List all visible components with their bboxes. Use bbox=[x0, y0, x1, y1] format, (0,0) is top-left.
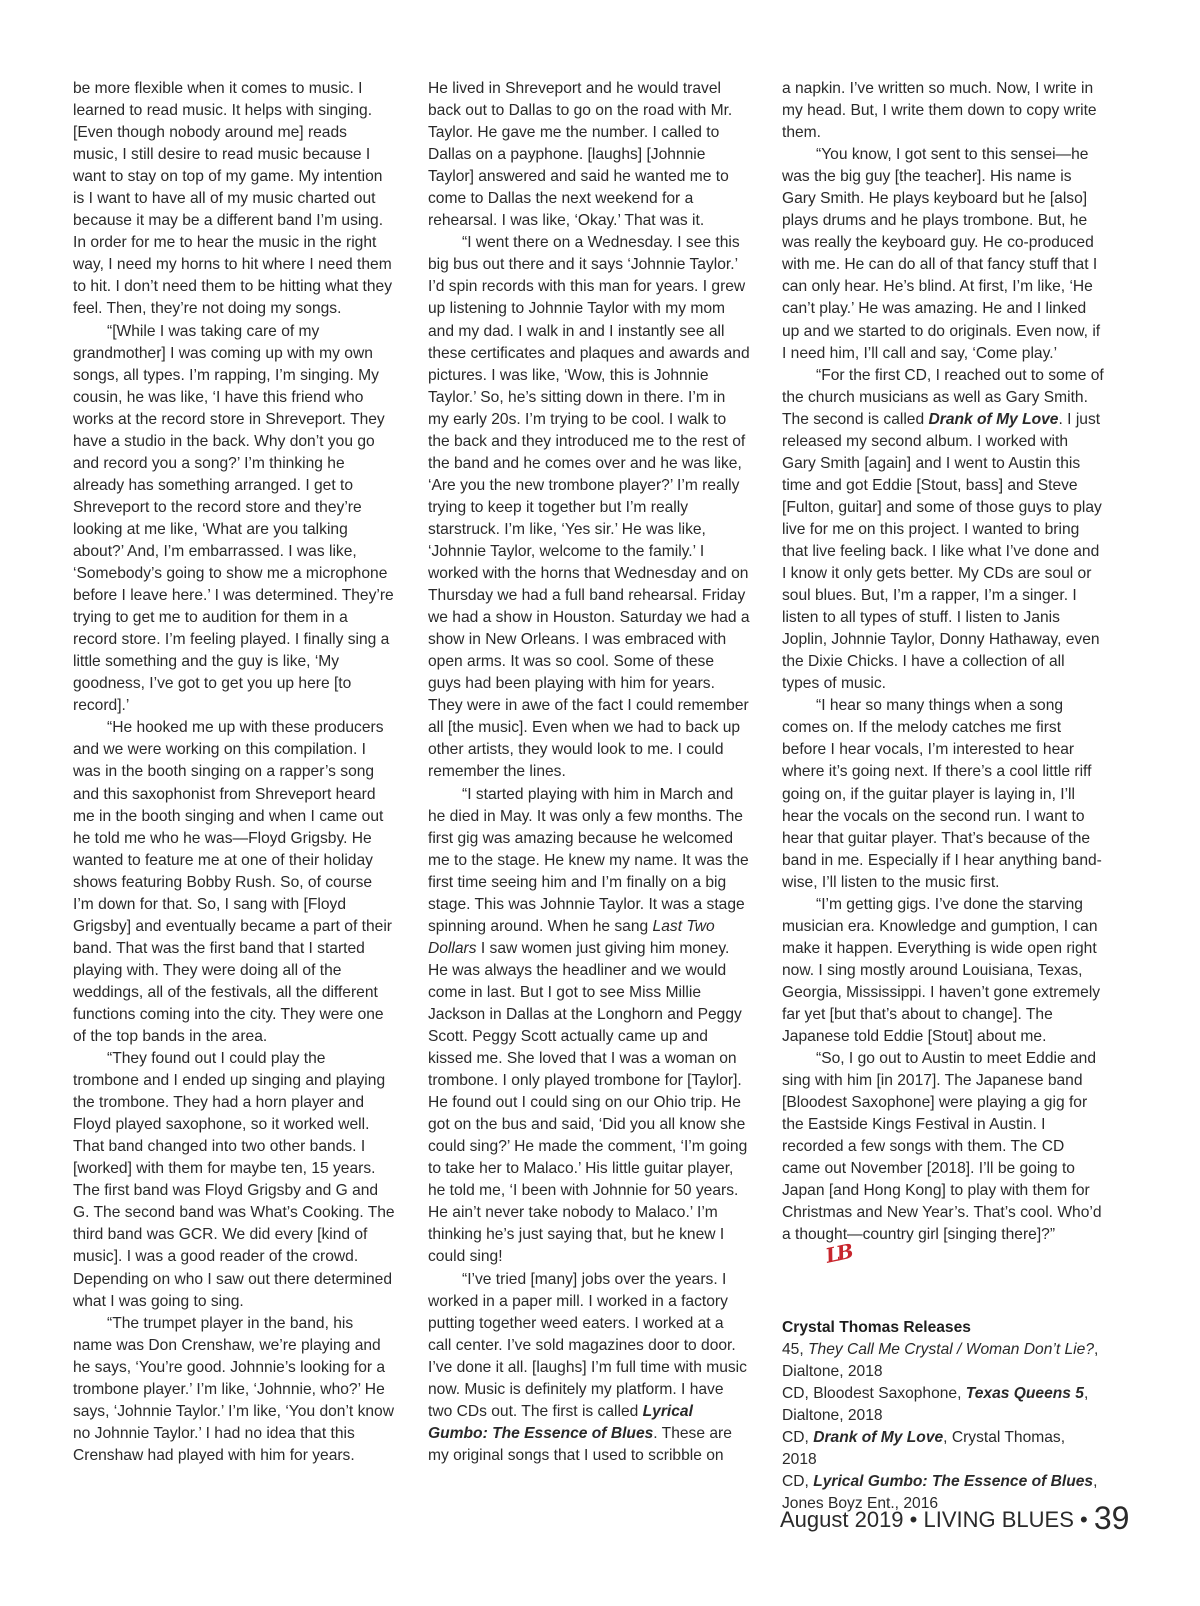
release-label: , Jones Boyz Ent., 2016 bbox=[782, 1472, 1098, 1512]
releases-heading: Crystal Thomas Releases bbox=[782, 1318, 971, 1336]
release-format: 45, bbox=[782, 1340, 809, 1358]
releases-list bbox=[782, 1317, 1104, 1515]
album-title: Drank of My Love bbox=[928, 410, 1059, 428]
page-number: 39 bbox=[1093, 1500, 1130, 1536]
paragraph-text: “For the first CD, I reached out to some of the church musicians as well as Gary Smith. The second is called bbox=[782, 366, 1104, 428]
article-column-1 bbox=[73, 78, 395, 1467]
paragraph-text: “I started playing with him in March and he died in May. It was only a few months. The first gig was amazing because he welcomed me to the stage. He knew my name. It was the first time seeing him and I’m finally on a big stage. This was Johnnie Taylor. It was a stage spinning around. When he sang bbox=[428, 785, 749, 935]
paragraph-text: . These are my original songs that I used to scribble on bbox=[428, 1424, 732, 1464]
article-paragraph bbox=[782, 365, 1104, 696]
article-paragraph: “I hear so many things when a song comes on. If the melody catches me first before I hear vocals, I’m interested to hear where it’s going next. If there’s a cool little riff going on, if the guitar player is laying in, I’ll hear the vocals on the second run. I want to hear that guitar player. That’s because of the band in me. Especially if I hear anything band-wise, I’ll listen to the music first. bbox=[782, 697, 1102, 891]
release-item bbox=[782, 1339, 1104, 1383]
article-paragraph: “The trumpet player in the band, his name was Don Crenshaw, we’re playing and he says, ‘You’re good. Johnnie’s looking for a trombone player.’ I’m like, ‘Johnnie, who?’ He says, ‘Johnnie Taylor.’ I’m like, ‘You don’t know no Johnnie Taylor.’ I had no idea that this Crenshaw had played with him for years. bbox=[73, 1314, 394, 1464]
article-paragraph: “I’m getting gigs. I’ve done the starving musician era. Knowledge and gumption, I can make it happen. Everything is wide open right now. I sing mostly around Louisiana, Texas, Georgia, Mississippi. I haven’t gone extremely far yet [but that’s about to change]. The Japanese told Eddie [Stout] about me. bbox=[782, 895, 1101, 1046]
paragraph-text: “So, I go out to Austin to meet Eddie and sing with him [in 2017]. The Japanese band [Bloodest Saxophone] were playing a gig for the Eastside Kings Festival in Austin. I recorded a few songs with them. The CD came out November [2018]. I’ll be going to Japan [and Hong Kong] to play with them for Christmas and New Year’s. That’s cool. Who’d a thought—country girl [singing there]?” bbox=[782, 1050, 1102, 1244]
footer-separator: • bbox=[1073, 1507, 1094, 1532]
release-title: They Call Me Crystal / Woman Don’t Lie? bbox=[808, 1340, 1094, 1358]
article-paragraph bbox=[428, 1269, 750, 1467]
article-paragraph: “You know, I got sent to this sensei—he was the big guy [the teacher]. His name is Gary Smith. He plays keyboard but he [also] plays drums and he plays trombone. But, he was really the keyboard guy. He co-produced with me. He can do all of that fancy stuff that I can only hear. He’s blind. At first, I’m like, ‘He can’t play.’ He was amazing. He and I linked up and we started to do originals. Even now, if I need him, I’ll call and say, ‘Come play.’ bbox=[782, 146, 1101, 362]
paragraph-text: I saw women just giving him money. He was always the headliner and we would come in last. But I got to see Miss Millie Jackson in Dallas at the Longhorn and Peggy Scott. Peggy Scott actually came up and kissed me. She loved that I was a woman on trombone. I only played trombone for [Taylor]. He found out I could sing on our Ohio trip. He got on the bus and said, ‘Did you all know she could sing?’ He made the comment, ‘I’m going to take her to Malaco.’ His little guitar player, he told me, ‘I been with Johnnie for 50 years. He ain’t never take nobody to Malaco.’ I’m thinking he’s just saying that, but he knew I could sing! bbox=[428, 939, 748, 1266]
release-title: Drank of My Love bbox=[813, 1428, 944, 1446]
paragraph-text: “I’ve tried [many] jobs over the years. I worked in a paper mill. I worked in a factory putting together weed eaters. I worked at a call center. I’ve sold magazines door to door. I’ve done it all. [laughs] I’m full time with music now. Music is definitely my platform. I have two CDs out. The first is called bbox=[428, 1270, 747, 1420]
article-paragraph bbox=[428, 784, 750, 1269]
release-title: Lyrical Gumbo: The Essence of Blues bbox=[813, 1472, 1094, 1490]
article-paragraph: He lived in Shreveport and he would travel back out to Dallas to go on the road with Mr. Taylor. He gave me the number. I called to Dallas on a payphone. [laughs] [Johnnie Taylor] answered and said he wanted me to come to Dallas the next weekend for a rehearsal. I was like, ‘Okay.’ That was it. bbox=[428, 80, 733, 230]
release-label: , Dialtone, 2018 bbox=[782, 1340, 1099, 1380]
issue-date: August 2019 bbox=[780, 1507, 904, 1532]
article-paragraph: “They found out I could play the trombone and I ended up singing and playing the trombone. They had a horn player and Floyd played saxophone, so it worked well. That band changed into two other bands. I [worked] with them for maybe ten, 15 years. The first band was Floyd Grigsby and G and G. The second band was What’s Cooking. The third band was GCR. We did every [kind of music]. I was a good reader of the crowd. Depending on who I saw out there determined what I was going to sing. bbox=[73, 1050, 395, 1310]
song-title: Last Two Dollars bbox=[428, 917, 715, 957]
magazine-name: LIVING BLUES bbox=[923, 1507, 1074, 1532]
release-item bbox=[782, 1383, 1104, 1427]
article-paragraph: “[While I was taking care of my grandmother] I was coming up with my own songs, all types. I’m rapping, I’m singing. My cousin, he was like, ‘I have this friend who works at the record store in Shreveport. They have a studio in the back. Why don’t you go and record you a song?’ I’m thinking he already has something arranged. I get to Shreveport to the record store and they’re looking at me like, ‘What are you talking about?’ And, I’m embarrassed. I was like, ‘Somebody’s going to show me a microphone before I leave here.’ I was determined. They’re trying to get me to audition for them in a record store. I’m feeling played. I finally sing a little something and the guy is like, ‘My goodness, I’ve got to get you up here [to record].’ bbox=[73, 322, 394, 715]
living-blues-logo-icon: LB bbox=[823, 1239, 853, 1269]
release-label: , Dialtone, 2018 bbox=[782, 1384, 1089, 1424]
article-paragraph: “He hooked me up with these producers and we were working on this compilation. I was in the booth singing on a rapper’s song and this saxophonist from Shreveport heard me in the booth singing and when I came out he told me who he was—Floyd Grigsby. He wanted to feature me at one of their holiday shows featuring Bobby Rush. So, of course I’m down for that. So, I sang with [Floyd Grigsby] and eventually became a part of their band. That was the first band that I started playing with. They were doing all of the weddings, all of the festivals, all the different functions coming into the city. They were one of the top bands in the area. bbox=[73, 719, 392, 1046]
release-title: Texas Queens 5 bbox=[965, 1384, 1084, 1402]
album-title: Lyrical Gumbo: The Essence of Blues bbox=[428, 1402, 693, 1442]
release-format: CD, Bloodest Saxophone, bbox=[782, 1384, 966, 1402]
article-paragraph: “I went there on a Wednesday. I see this big bus out there and it says ‘Johnnie Taylor.’ I’d spin records with this man for years. I grew up listening to Johnnie Taylor with my mom and my dad. I walk in and I instantly see all these certificates and plaques and awards and pictures. I was like, ‘Wow, this is Johnnie Taylor.’ So, he’s sitting down in there. I’m in my early 20s. I’m trying to be cool. I walk to the back and they introduced me to the rest of the band and he comes over and he was like, ‘Are you the new trombone player?’ I’m really trying to keep it together but I’m really starstruck. I’m like, ‘Yes sir.’ He was like, ‘Johnnie Taylor, welcome to the family.’ I worked with the horns that Wednesday and on Thursday we had a full band rehearsal. Friday we had a show in Houston. Saturday we had a show in New Orleans. I was embraced with open arms. It was so cool. Some of these guys had been playing with him for years. They were in awe of the fact I could remember all [the music]. Even when we had to back up other artists, they would look to me. I could remember the lines. bbox=[428, 234, 750, 781]
paragraph-text: . I just released my second album. I worked with Gary Smith [again] and I went to Austin this time and got Eddie [Stout, bass] and Steve [Fulton, guitar] and some of those guys to play live for me on this project. I wanted to bring that live feeling back. I like what I’ve done and I know it only gets better. My CDs are soul or soul blues. But, I’m a rapper, I’m a singer. I listen to all types of stuff. I listen to Janis Joplin, Johnnie Taylor, Donny Hathaway, even the Dixie Chicks. I have a collection of all types of music. bbox=[782, 410, 1102, 693]
release-format: CD, bbox=[782, 1428, 814, 1446]
footer-separator: • bbox=[903, 1507, 924, 1532]
article-paragraph: be more flexible when it comes to music. I learned to read music. It helps with singing. [Even though nobody around me] reads music, I still desire to read music because I want to stay on top of my game. My intention is I want to have all of my music charted out because it may be a different band I’m using. In order for me to hear the music in the right way, I need my horns to hit where I need them to hit. I don’t need them to be hitting what they feel. Then, they’re not doing my songs. bbox=[73, 80, 393, 318]
release-format: CD, bbox=[782, 1472, 814, 1490]
article-paragraph bbox=[782, 1048, 1104, 1271]
article-paragraph: a napkin. I’ve written so much. Now, I write in my head. But, I write them down to copy write them. bbox=[782, 80, 1097, 142]
article-column-2 bbox=[428, 78, 750, 1467]
page-footer bbox=[780, 1500, 1130, 1537]
release-item bbox=[782, 1427, 1104, 1471]
article-column-3 bbox=[782, 78, 1104, 1515]
release-label: , Crystal Thomas, 2018 bbox=[782, 1428, 1066, 1468]
